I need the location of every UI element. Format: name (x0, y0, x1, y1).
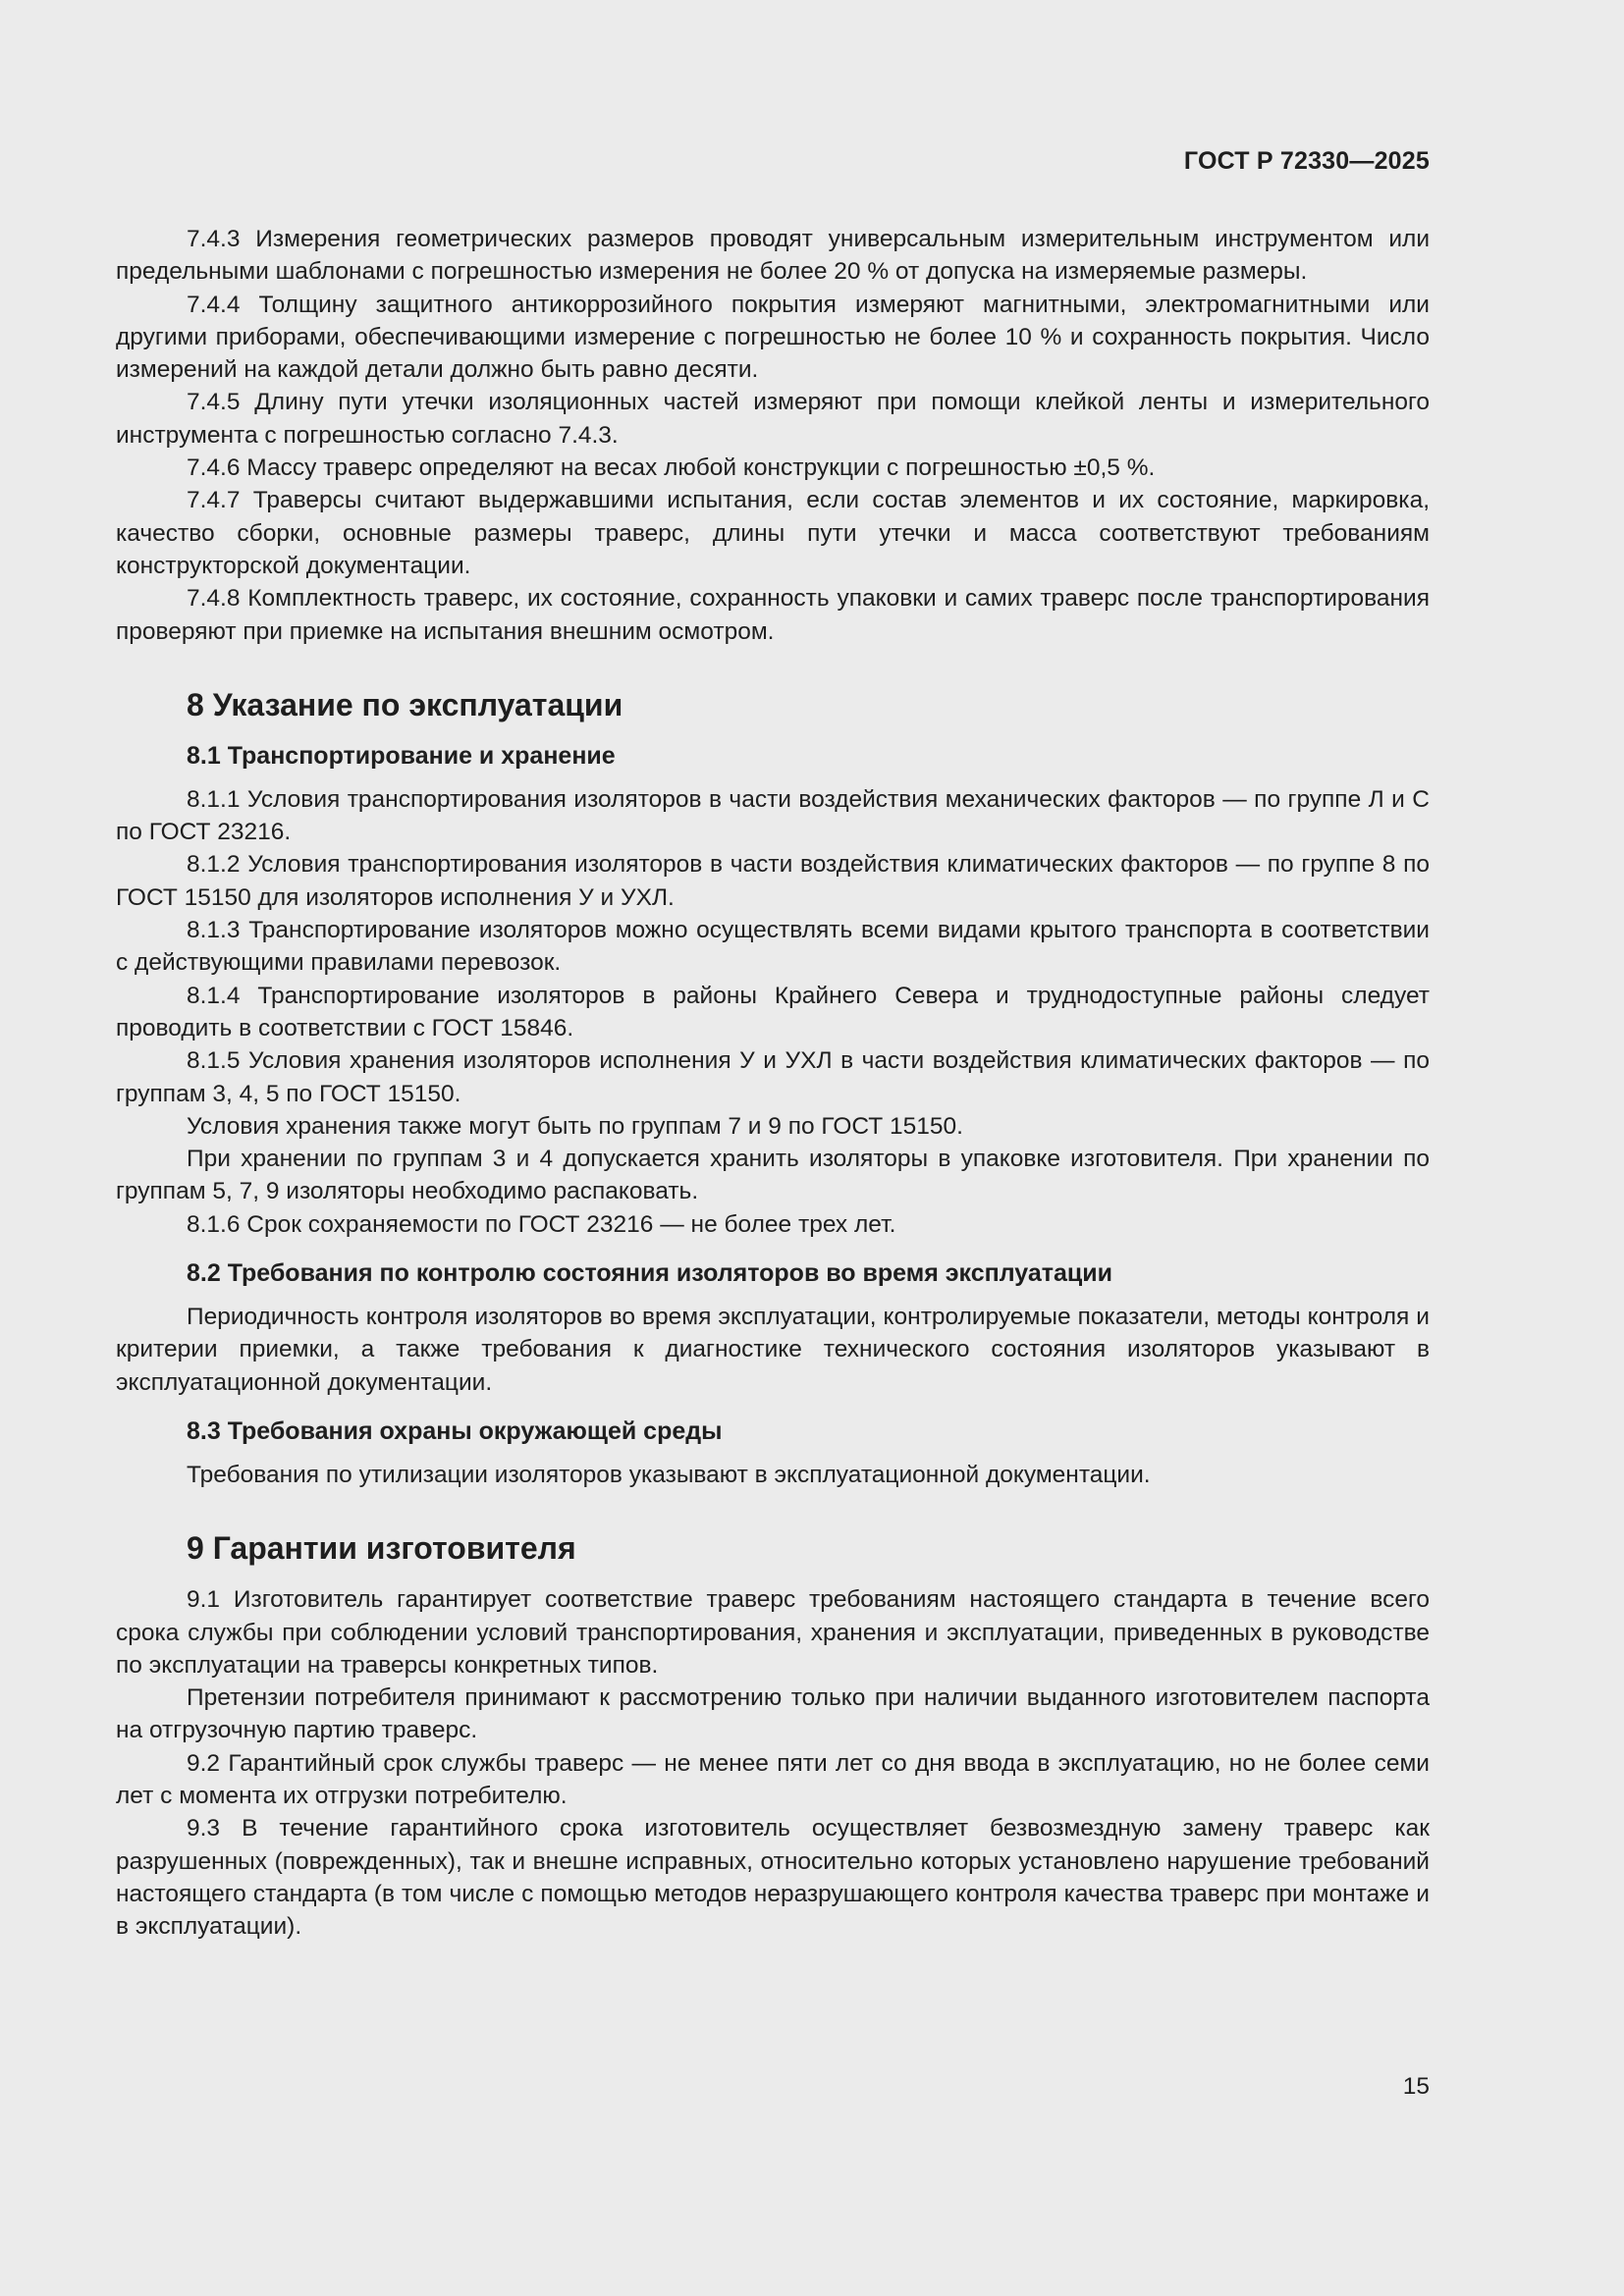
section-8-heading: 8 Указание по эксплуатации (187, 686, 623, 722)
paragraph-8-3: Требования по утилизации изоляторов указывают в эксплуатационной документации. (187, 1461, 1151, 1488)
section-8-1-heading: 8.1 Транспортирование и хранение (187, 741, 616, 770)
document-body (116, 223, 1430, 1943)
document-header: ГОСТ Р 72330—2025 (1183, 147, 1430, 175)
paragraph-8-1-2: 8.1.2 Условия транспортирования изоляторов в части воздействия климатических факторов — по группе 8 по ГОСТ 15150 для изоляторов исполнения У и УХЛ. (116, 851, 1430, 911)
paragraph-8-1-5-storage-groups: Условия хранения также могут быть по группам 7 и 9 по ГОСТ 15150. (187, 1112, 963, 1140)
paragraph-8-1-6: 8.1.6 Срок сохраняемости по ГОСТ 23216 — не более трех лет. (187, 1210, 896, 1238)
paragraph-8-1-5: 8.1.5 Условия хранения изоляторов исполнения У и УХЛ в части воздействия климатических факторов — по группам 3, 4, 5 по ГОСТ 15150. (116, 1047, 1430, 1107)
paragraph-7-4-8: 7.4.8 Комплектность траверс, их состояние, сохранность упаковки и самих траверс после транспортирования проверяют при приемке на испытания внешним осмотром. (116, 585, 1430, 645)
paragraph-8-1-1: 8.1.1 Условия транспортирования изоляторов в части воздействия механических факторов — по группе Л и С по ГОСТ 23216. (116, 785, 1430, 846)
paragraph-9-1: 9.1 Изготовитель гарантирует соответствие траверс требованиям настоящего стандарта в течение всего срока службы при соблюдении условий транспортирования, хранения и эксплуатации, приведенных в руководстве по эксплуатации на траверсы конкретных типов. (116, 1586, 1430, 1679)
paragraph-9-2: 9.2 Гарантийный срок службы траверс — не менее пяти лет со дня ввода в эксплуатацию, но не более семи лет с момента их отгрузки потребителю. (116, 1749, 1430, 1809)
page-number: 15 (1402, 2073, 1430, 2100)
paragraph-8-1-3: 8.1.3 Транспортирование изоляторов можно осуществлять всеми видами крытого транспорта в соответствии с действующими правилами перевозок. (116, 917, 1430, 977)
paragraph-7-4-7: 7.4.7 Траверсы считают выдержавшими испытания, если состав элементов и их состояние, маркировка, качество сборки, основные размеры траверс, длины пути утечки и масса соответствуют требованиям конструкторской документации. (116, 487, 1430, 579)
paragraph-8-1-5-storage-packaging: При хранении по группам 3 и 4 допускается хранить изоляторы в упаковке изготовителя. При хранении по группам 5, 7, 9 изоляторы необходимо распаковать. (116, 1146, 1430, 1205)
paragraph-8-1-4: 8.1.4 Транспортирование изоляторов в районы Крайнего Севера и труднодоступные районы следует проводить в соответствии с ГОСТ 15846. (116, 982, 1430, 1041)
section-9-heading: 9 Гарантии изготовителя (187, 1530, 576, 1567)
paragraph-7-4-4: 7.4.4 Толщину защитного антикоррозийного покрытия измеряют магнитными, электромагнитными или другими приборами, обеспечивающими измерение с погрешностью не более 10 % и сохранность покрытия. Число измерений на каждой детали должно быть равно десяти. (116, 291, 1430, 384)
paragraph-9-3: 9.3 В течение гарантийного срока изготовитель осуществляет безвозмездную замену траверс как разрушенных (поврежденных), так и внешне исправных, относительно которых установлено нарушение требований настоящего стандарта (в том числе с помощью методов неразрушающего контроля качества траверс при монтаже и в эксплуатации). (116, 1815, 1430, 1941)
section-8-2-heading: 8.2 Требования по контролю состояния изоляторов во время эксплуатации (187, 1259, 1113, 1288)
paragraph-8-2: Периодичность контроля изоляторов во время эксплуатации, контролируемые показатели, методы контроля и критерии приемки, а также требования к диагностике технического состояния изоляторов указывают в эксплуатационной документации. (116, 1304, 1430, 1396)
paragraph-7-4-3: 7.4.3 Измерения геометрических размеров проводят универсальным измерительным инструментом или предельными шаблонами с погрешностью измерения не более 20 % от допуска на измеряемые размеры. (116, 226, 1430, 286)
paragraph-7-4-5: 7.4.5 Длину пути утечки изоляционных частей измеряют при помощи клейкой ленты и измерительного инструмента с погрешностью согласно 7.4.3. (116, 389, 1430, 449)
paragraph-7-4-6: 7.4.6 Массу траверс определяют на весах любой конструкции с погрешностью ±0,5 %. (187, 454, 1156, 482)
section-8-3-heading: 8.3 Требования охраны окружающей среды (187, 1416, 723, 1445)
paragraph-9-1-claims: Претензии потребителя принимают к рассмотрению только при наличии выданного изготовителем паспорта на отгрузочную партию траверс. (116, 1684, 1430, 1744)
